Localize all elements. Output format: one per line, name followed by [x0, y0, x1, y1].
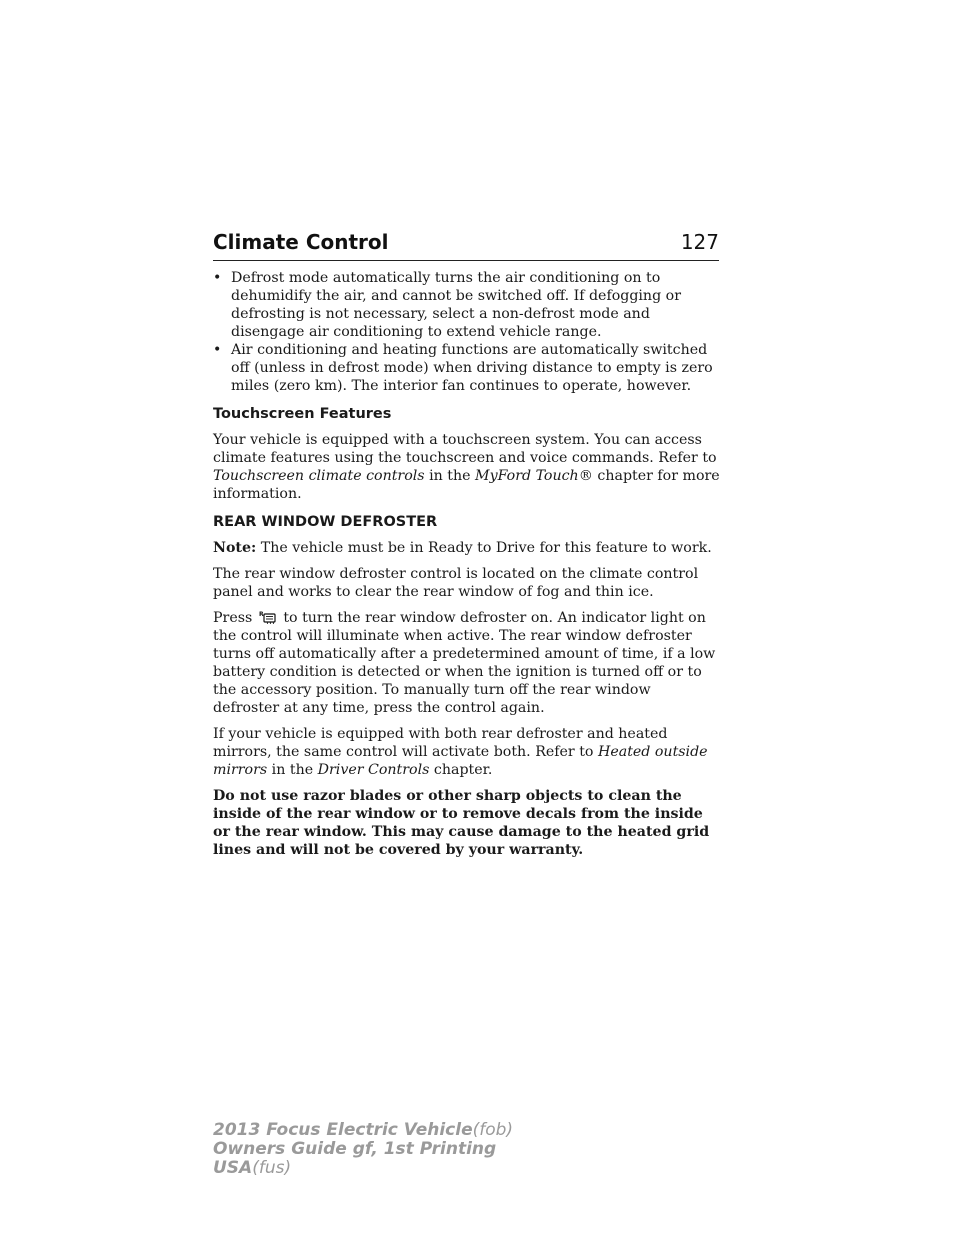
mirrors-paragraph: If your vehicle is equipped with both rear defroster and heated mirrors, the same control will activate both. Refer to Heated outside mirrors in the Driver Controls chapter. [213, 726, 708, 778]
note-label: Note: [213, 540, 257, 556]
touchscreen-heading: Touchscreen Features [213, 406, 392, 422]
page-header [213, 228, 719, 261]
note-text: The vehicle must be in Ready to Drive for this feature to work. [256, 540, 712, 556]
bullet-text: Defrost mode automatically turns the air conditioning on to dehumidify the air, and cannot be switched off. If defogging or defrosting is not necessary, select a non-defrost mode and disengage air conditioning to extend vehicle range. [231, 270, 681, 340]
page-content [213, 269, 721, 859]
heated-mirrors-ref: Heated outside mirrors [213, 744, 708, 778]
footer-line-3: USA(fus) [213, 1158, 292, 1178]
bullet-text: Air conditioning and heating functions are automatically switched off (unless in defrost mode) when driving distance to empty is zero miles (zero km). The interior fan continues to operate, however. [231, 342, 713, 394]
note-paragraph [213, 539, 721, 557]
bullet-mark: • [213, 270, 222, 286]
bullet-mark: • [213, 342, 222, 358]
page-number: 127 [680, 230, 719, 254]
page-footer [213, 1121, 513, 1178]
list-item [213, 341, 721, 395]
touchscreen-controls-ref: Touchscreen climate controls [213, 468, 425, 484]
warning-paragraph: Do not use razor blades or other sharp objects to clean the inside of the rear window or to remove decals from the inside or the rear window. This may cause damage to the heated grid lines and will not be covered by your warranty. [213, 788, 710, 858]
list-item [213, 269, 721, 341]
driver-controls-ref: Driver Controls [317, 762, 430, 778]
rear-defrost-icon [259, 610, 277, 624]
location-paragraph: The rear window defroster control is located on the climate control panel and works to clear the rear window of fog and thin ice. [213, 566, 699, 600]
press-paragraph: Press R to turn the rear window defroster on. An indicator light on the control will illuminate when active. The rear window defroster turns off automatically after a predetermined amount of time, if a low battery condition is detected or when the ignition is turned off or to the accessory position. To manually turn off the rear window defroster at any time, press the control again. [213, 610, 716, 716]
chapter-title: Climate Control [213, 230, 389, 254]
footer-line-2: Owners Guide gf, 1st Printing [213, 1139, 497, 1159]
myford-touch-ref: MyFord Touch® [475, 468, 593, 484]
rear-defroster-heading: REAR WINDOW DEFROSTER [213, 514, 438, 530]
touchscreen-paragraph: Your vehicle is equipped with a touchscreen system. You can access climate features using the touchscreen and voice commands. Refer to Touchscreen climate controls in the MyFord Touch® chapter for more information. [213, 432, 720, 502]
svg-text:R: R [258, 611, 264, 618]
footer-line-1: 2013 Focus Electric Vehicle(fob) [213, 1120, 514, 1140]
